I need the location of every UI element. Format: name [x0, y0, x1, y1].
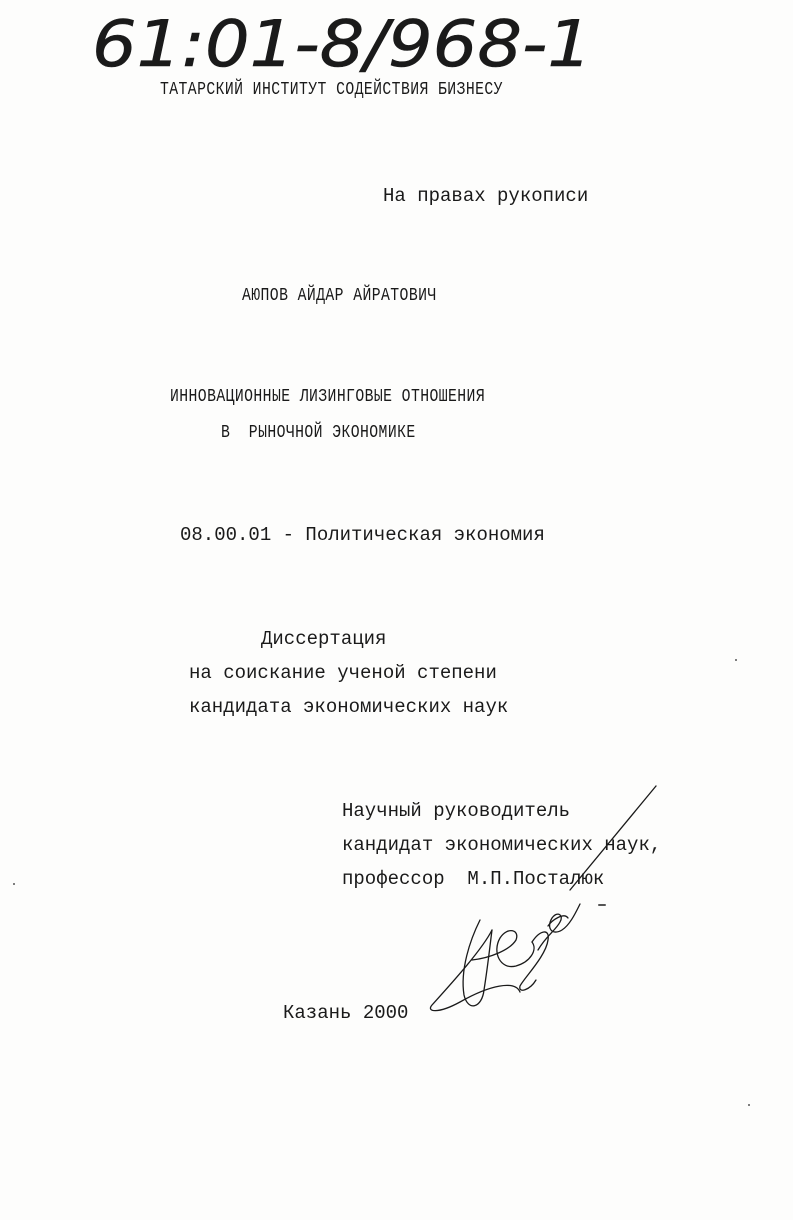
city-year: Казань 2000	[283, 1002, 409, 1024]
title-line-2: В РЫНОЧНОЙ ЭКОНОМИКЕ	[221, 423, 416, 443]
supervisor-line-1: Научный руководитель	[342, 800, 571, 822]
specialty: 08.00.01 - Политическая экономия	[180, 524, 545, 546]
scan-speck	[735, 659, 737, 661]
title-line-1: ИННОВАЦИОННЫЕ ЛИЗИНГОВЫЕ ОТНОШЕНИЯ	[170, 387, 486, 407]
supervisor-line-3: профессор М.П.Посталюк	[342, 868, 605, 890]
signature-icon	[420, 780, 670, 1030]
manuscript-rights: На правах рукописи	[383, 185, 589, 207]
dissertation-line-2: на соискание ученой степени	[189, 662, 497, 684]
handwritten-archive-number	[88, 4, 608, 90]
institution-name: ТАТАРСКИЙ ИНСТИТУТ СОДЕЙСТВИЯ БИЗНЕСУ	[160, 80, 503, 100]
dissertation-line-3: кандидата экономических наук	[189, 696, 509, 718]
scan-speck	[598, 904, 606, 906]
supervisor-line-2: кандидат экономических наук,	[342, 834, 662, 856]
scan-speck	[13, 883, 15, 885]
scan-speck	[748, 1104, 750, 1106]
author-name: АЮПОВ АЙДАР АЙРАТОВИЧ	[242, 286, 437, 306]
archive-number-text: 61:01-8/968-1	[92, 8, 592, 82]
dissertation-line-1: Диссертация	[261, 628, 387, 650]
